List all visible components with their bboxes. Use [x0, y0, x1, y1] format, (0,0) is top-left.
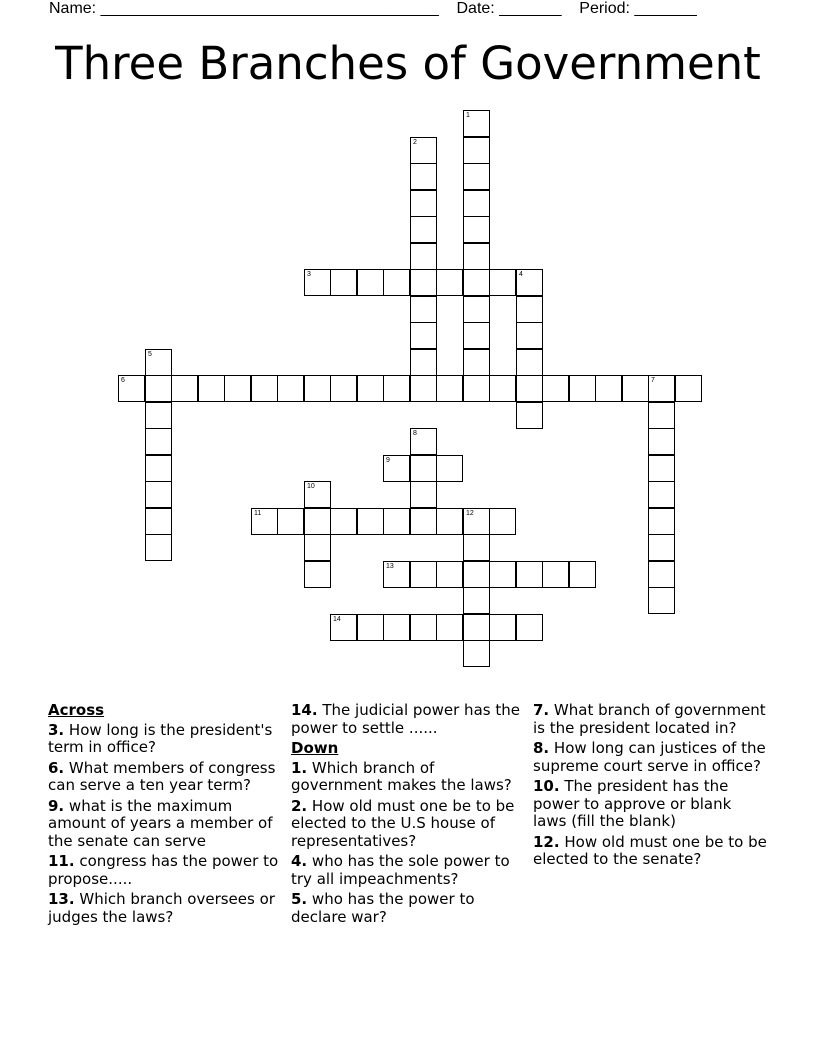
- crossword-cell[interactable]: [118, 375, 145, 402]
- crossword-cell[interactable]: [383, 561, 410, 588]
- crossword-cell[interactable]: [330, 269, 357, 296]
- crossword-cell[interactable]: [410, 163, 437, 190]
- clue-across-11: 11. congress has the power to propose.....: [48, 852, 279, 888]
- crossword-cell[interactable]: [463, 137, 490, 164]
- crossword-cell[interactable]: [357, 375, 384, 402]
- crossword-cell[interactable]: [145, 375, 172, 402]
- crossword-cell[interactable]: [383, 455, 410, 482]
- clue-across-9: 9. what is the maximum amount of years a member of the senate can serve: [48, 796, 273, 850]
- crossword-cell[interactable]: [463, 587, 490, 614]
- across-heading: Across: [48, 701, 105, 719]
- crossword-cell[interactable]: [436, 375, 463, 402]
- cell-number: 6: [121, 377, 125, 384]
- crossword-cell[interactable]: [410, 349, 437, 376]
- crossword-cell[interactable]: [516, 296, 543, 323]
- crossword-cell[interactable]: [463, 614, 490, 641]
- crossword-cell[interactable]: [330, 614, 357, 641]
- crossword-cell[interactable]: [304, 561, 331, 588]
- crossword-cell[interactable]: [463, 269, 490, 296]
- crossword-cell[interactable]: [569, 375, 596, 402]
- clue-across-13: 13. Which branch oversees or judges the laws?: [48, 890, 275, 926]
- crossword-cell[interactable]: [648, 587, 675, 614]
- crossword-cell[interactable]: [410, 428, 437, 455]
- crossword-cell[interactable]: [410, 481, 437, 508]
- crossword-cell[interactable]: [516, 375, 543, 402]
- cell-number: 13: [386, 563, 394, 570]
- crossword-cell[interactable]: [463, 296, 490, 323]
- crossword-cell[interactable]: [198, 375, 225, 402]
- crossword-cell[interactable]: [436, 269, 463, 296]
- clues-column-3: [533, 702, 769, 872]
- crossword-cell[interactable]: [595, 375, 622, 402]
- crossword-cell[interactable]: [542, 375, 569, 402]
- crossword-cell[interactable]: [304, 269, 331, 296]
- crossword-cell[interactable]: [410, 561, 437, 588]
- clue-down-2: 2. How old must one be to be elected to the U.S house of representatives?: [291, 796, 515, 850]
- crossword-cell[interactable]: [383, 375, 410, 402]
- crossword-cell[interactable]: [648, 561, 675, 588]
- crossword-cell[interactable]: [277, 508, 304, 535]
- cell-number: 9: [386, 457, 390, 464]
- cell-number: 14: [333, 616, 341, 623]
- crossword-cell[interactable]: [410, 508, 437, 535]
- clues-column-2: [291, 702, 527, 929]
- period-label: Period:: [579, 0, 630, 17]
- crossword-cell[interactable]: [251, 508, 278, 535]
- crossword-cell[interactable]: [489, 375, 516, 402]
- crossword-cell[interactable]: [330, 375, 357, 402]
- crossword-cell[interactable]: [304, 481, 331, 508]
- cell-number: 12: [466, 510, 474, 517]
- crossword-cell[interactable]: [542, 561, 569, 588]
- crossword-cell[interactable]: [648, 375, 675, 402]
- crossword-cell[interactable]: [516, 561, 543, 588]
- name-label: Name:: [49, 0, 97, 17]
- cell-number: 1: [466, 112, 470, 119]
- crossword-cell[interactable]: [463, 190, 490, 217]
- crossword-cell[interactable]: [675, 375, 702, 402]
- date-blank[interactable]: _______: [499, 0, 562, 17]
- date-label: Date:: [456, 0, 495, 17]
- crossword-cell[interactable]: [569, 561, 596, 588]
- crossword-cell[interactable]: [357, 614, 384, 641]
- crossword-cell[interactable]: [383, 508, 410, 535]
- crossword-cell[interactable]: [648, 481, 675, 508]
- crossword-cell[interactable]: [357, 508, 384, 535]
- name-blank[interactable]: ______________________________________: [100, 0, 439, 17]
- cell-number: 4: [519, 271, 523, 278]
- crossword-cell[interactable]: [410, 216, 437, 243]
- page-title: Three Branches of Government: [55, 37, 761, 90]
- crossword-cell[interactable]: [463, 561, 490, 588]
- crossword-cell[interactable]: [145, 455, 172, 482]
- clue-across-3: 3. How long is the president's term in office?: [48, 720, 273, 756]
- crossword-cell[interactable]: [410, 190, 437, 217]
- crossword-cell[interactable]: [436, 455, 463, 482]
- cell-number: 7: [651, 377, 655, 384]
- down-heading: Down: [291, 739, 339, 757]
- crossword-cell[interactable]: [383, 614, 410, 641]
- crossword-cell[interactable]: [410, 137, 437, 164]
- crossword-cell[interactable]: [463, 508, 490, 535]
- crossword-cell[interactable]: [224, 375, 251, 402]
- crossword-cell[interactable]: [304, 534, 331, 561]
- crossword-cell[interactable]: [145, 508, 172, 535]
- crossword-cell[interactable]: [648, 508, 675, 535]
- clue-down-4: 4. who has the sole power to try all impeachments?: [291, 852, 510, 888]
- crossword-cell[interactable]: [516, 402, 543, 429]
- crossword-cell[interactable]: [410, 269, 437, 296]
- crossword-cell[interactable]: [463, 640, 490, 667]
- cell-number: 5: [148, 351, 152, 358]
- crossword-cell[interactable]: [516, 614, 543, 641]
- crossword-cell[interactable]: [516, 322, 543, 349]
- clue-down-10: 10. The president has the power to approve or blank laws (fill the blank): [533, 777, 732, 830]
- clue-down-1: 1. Which branch of government makes the laws?: [291, 758, 512, 794]
- crossword-cell[interactable]: [489, 614, 516, 641]
- crossword-cell[interactable]: [622, 375, 649, 402]
- crossword-cell[interactable]: [145, 481, 172, 508]
- clue-down-12: 12. How old must one be to be elected to the senate?: [533, 832, 767, 868]
- crossword-cell[interactable]: [648, 534, 675, 561]
- crossword-cell[interactable]: [463, 110, 490, 137]
- crossword-cell[interactable]: [304, 375, 331, 402]
- crossword-cell[interactable]: [330, 508, 357, 535]
- crossword-cell[interactable]: [489, 508, 516, 535]
- cell-number: 8: [413, 430, 417, 437]
- crossword-cell[interactable]: [489, 269, 516, 296]
- crossword-cell[interactable]: [383, 269, 410, 296]
- clue-down-8: 8. How long can justices of the supreme court serve in office?: [533, 739, 766, 775]
- crossword-cell[interactable]: [145, 534, 172, 561]
- clue-down-5: 5. who has the power to declare war?: [291, 890, 475, 926]
- crossword-cell[interactable]: [410, 455, 437, 482]
- crossword-cell[interactable]: [516, 269, 543, 296]
- crossword-cell[interactable]: [357, 269, 384, 296]
- crossword-cell[interactable]: [171, 375, 198, 402]
- crossword-cell[interactable]: [145, 402, 172, 429]
- cell-number: 11: [254, 510, 262, 517]
- crossword-cell[interactable]: [516, 349, 543, 376]
- clue-across-14: 14. The judicial power has the power to settle ......: [291, 701, 520, 737]
- crossword-cell[interactable]: [463, 163, 490, 190]
- crossword-cell[interactable]: [410, 614, 437, 641]
- clues-column-1: [48, 702, 284, 929]
- cell-number: 2: [413, 139, 417, 146]
- cell-number: 3: [307, 271, 311, 278]
- crossword-cell[interactable]: [436, 508, 463, 535]
- crossword-cell[interactable]: [145, 428, 172, 455]
- crossword-cell[interactable]: [463, 216, 490, 243]
- crossword-cell[interactable]: [648, 428, 675, 455]
- cell-number: 10: [307, 483, 315, 490]
- crossword-cell[interactable]: [463, 243, 490, 270]
- period-blank[interactable]: _______: [634, 0, 697, 17]
- crossword-cell[interactable]: [145, 349, 172, 376]
- crossword-cell[interactable]: [463, 349, 490, 376]
- crossword-cell[interactable]: [410, 322, 437, 349]
- crossword-cell[interactable]: [436, 614, 463, 641]
- crossword-cell[interactable]: [251, 375, 278, 402]
- crossword-cell[interactable]: [648, 402, 675, 429]
- clue-down-7: 7. What branch of government is the president located in?: [533, 701, 766, 737]
- crossword-cell[interactable]: [410, 243, 437, 270]
- crossword-cell[interactable]: [648, 455, 675, 482]
- crossword-cell[interactable]: [436, 561, 463, 588]
- crossword-cell[interactable]: [463, 322, 490, 349]
- crossword-cell[interactable]: [304, 508, 331, 535]
- crossword-cell[interactable]: [410, 375, 437, 402]
- crossword-cell[interactable]: [277, 375, 304, 402]
- crossword-cell[interactable]: [463, 375, 490, 402]
- clue-across-6: 6. What members of congress can serve a ten year term?: [48, 758, 276, 794]
- crossword-cell[interactable]: [489, 561, 516, 588]
- crossword-cell[interactable]: [463, 534, 490, 561]
- crossword-cell[interactable]: [410, 296, 437, 323]
